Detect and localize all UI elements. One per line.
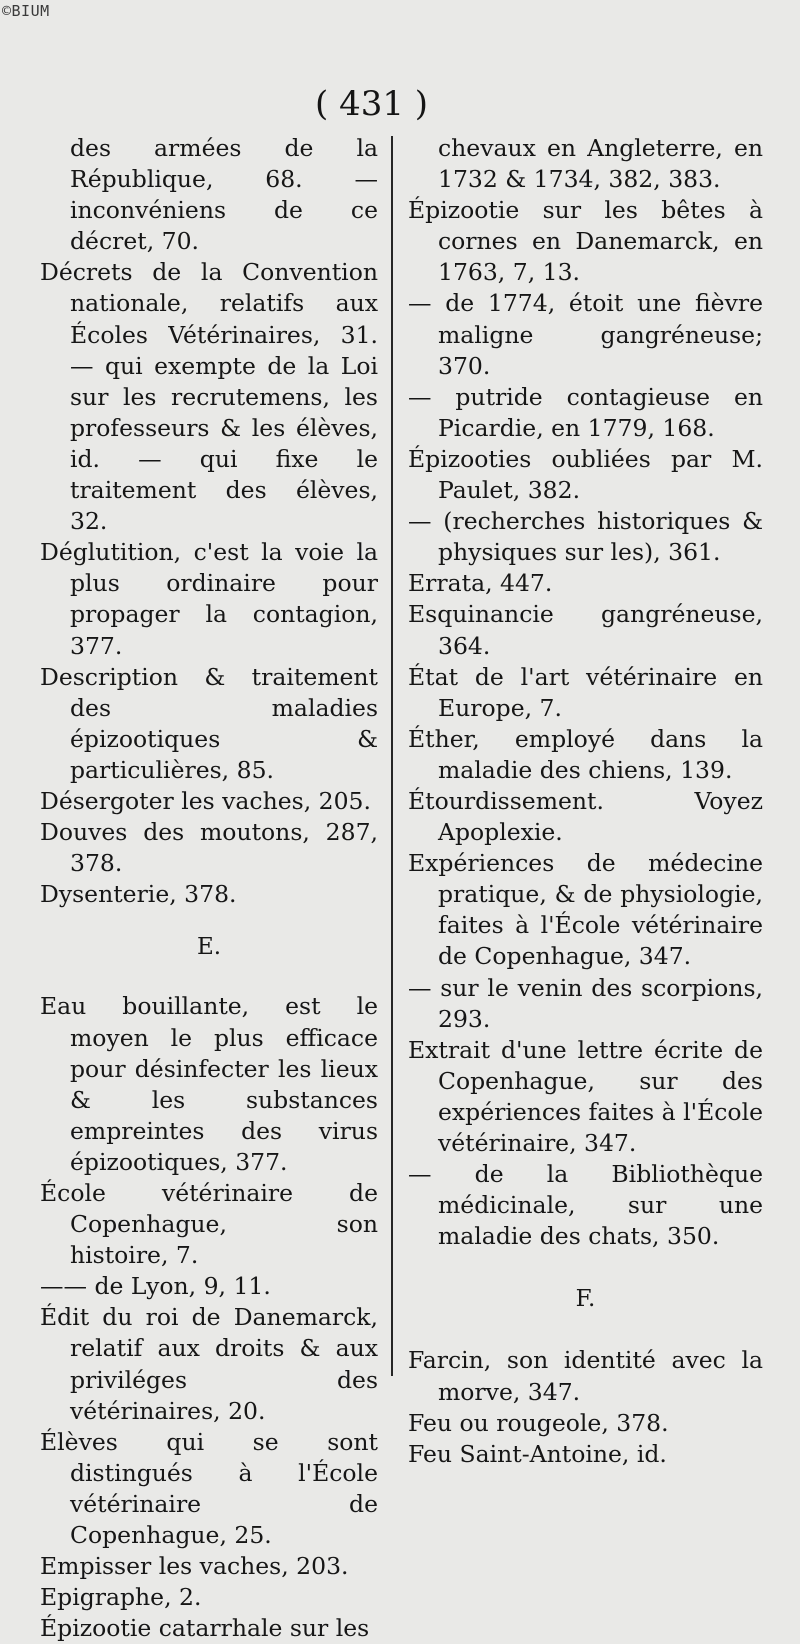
index-entry: Épizootie catarrhale sur les	[40, 1614, 370, 1643]
index-entry-continuation: chevaux en Angleterre, en 1732 & 1734, 382, 383.	[438, 134, 763, 194]
index-entry: — sur le venin des scorpions, 293.	[408, 973, 763, 1033]
page-number: ( 431 )	[315, 84, 429, 124]
index-entry: — putride contagieuse en Picardie, en 1779, 168.	[408, 382, 763, 442]
index-entry: Eau bouillante, est le moyen le plus efficace pour désinfecter les lieux & les substances empreintes des virus épizootiques, 377.	[40, 992, 378, 1176]
index-entry: Feu ou rougeole, 378.	[408, 1408, 669, 1437]
index-entry: Epigraphe, 2.	[40, 1583, 202, 1612]
index-entry: Décrets de la Convention nationale, relatifs aux Écoles Vétérinaires, 31. — qui exempte de la Loi sur les recrutemens, les professeurs & les élèves, id. — qui fixe le traitement des élèves, 32.	[40, 258, 378, 536]
index-entry: État de l'art vétérinaire en Europe, 7.	[408, 662, 763, 722]
index-entry: Extrait d'une lettre écrite de Copenhague, sur des expériences faites à l'École vétérinaire, 347.	[408, 1035, 763, 1157]
index-entry: — de la Bibliothèque médicinale, sur une maladie des chats, 350.	[408, 1160, 763, 1251]
index-entry: Empisser les vaches, 203.	[40, 1552, 349, 1581]
index-entry: Édit du roi de Danemarck, relatif aux droits & aux priviléges des vétérinaires, 20.	[40, 1303, 378, 1425]
index-entry: — de 1774, étoit une fièvre maligne gangréneuse; 370.	[408, 289, 763, 380]
index-entry: Déglutition, c'est la voie la plus ordinaire pour propager la contagion, 377.	[40, 538, 378, 660]
index-column-right	[408, 133, 763, 1470]
section-heading-e: E.	[196, 934, 222, 961]
index-entry: Épizooties oubliées par M. Paulet, 382.	[408, 444, 763, 505]
watermark: ©BIUM	[2, 2, 50, 20]
index-entry: Expériences de médecine pratique, & de physiologie, faites à l'École vétérinaire de Copenhague, 347.	[408, 849, 763, 971]
index-entry: Dysenterie, 378.	[40, 880, 237, 909]
index-entry-continuation: des armées de la République, 68. — inconvéniens de ce décret, 70.	[70, 134, 378, 256]
index-entry: Farcin, son identité avec la morve, 347.	[408, 1346, 763, 1406]
index-entry: Description & traitement des maladies épizootiques & particulières, 85.	[40, 662, 378, 784]
index-entry: Esquinancie gangréneuse, 364.	[408, 600, 763, 660]
column-divider	[391, 136, 393, 1376]
index-entry: École vétérinaire de Copenhague, son histoire, 7.	[40, 1179, 378, 1270]
index-entry: —— de Lyon, 9, 11.	[40, 1272, 271, 1301]
index-entry: — (recherches historiques & physiques sur les), 361.	[408, 507, 763, 567]
index-entry: Étourdissement. Voyez Apoplexie.	[408, 786, 763, 847]
index-column-left	[40, 133, 378, 1644]
index-entry: Éther, employé dans la maladie des chiens, 139.	[408, 724, 763, 784]
index-entry: Élèves qui se sont distingués à l'École vétérinaire de Copenhague, 25.	[40, 1427, 378, 1550]
index-entry: Épizootie sur les bêtes à cornes en Danemarck, en 1763, 7, 13.	[408, 196, 763, 287]
index-entry: Désergoter les vaches, 205.	[40, 786, 371, 815]
section-heading-f: F.	[575, 1286, 596, 1313]
index-entry: Feu Saint-Antoine, id.	[408, 1439, 667, 1468]
index-entry: Errata, 447.	[408, 569, 553, 598]
index-entry: Douves des moutons, 287, 378.	[40, 818, 378, 878]
